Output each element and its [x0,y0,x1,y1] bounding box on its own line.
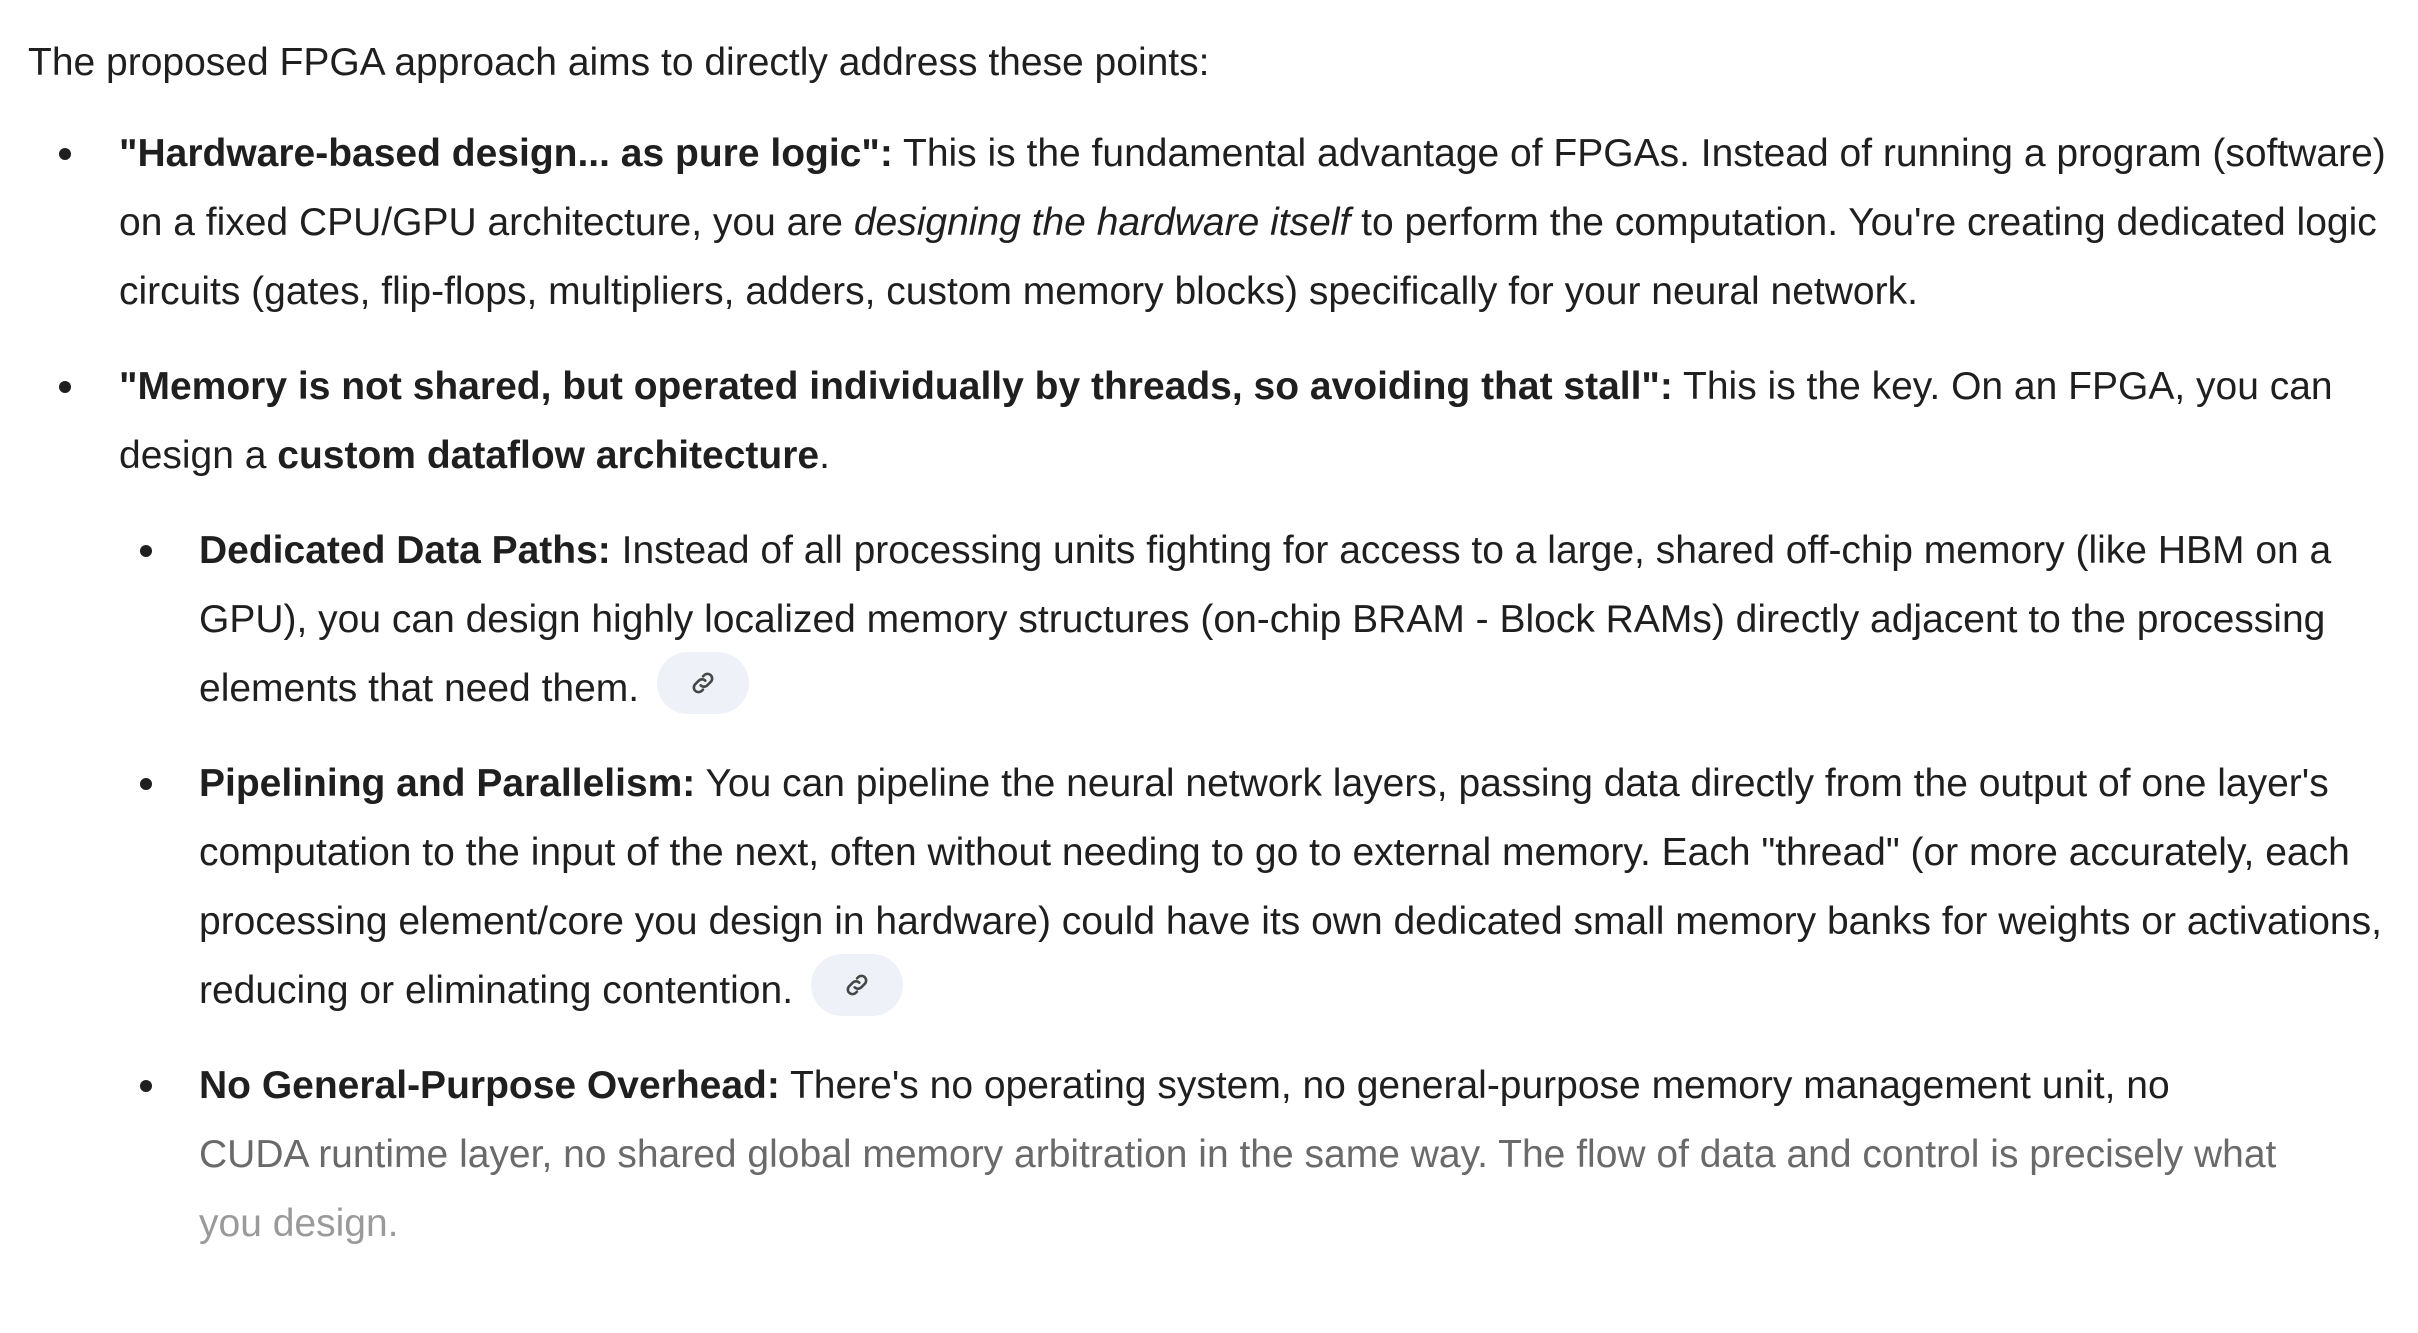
item-text: This is the key. On an FPGA, you can design a [119,365,2333,477]
link-icon [689,669,717,697]
bullet-icon [140,778,152,790]
bullet-icon [140,1080,152,1092]
bullet-icon [59,381,71,393]
sub-item-no-overhead [199,1051,2408,1258]
item-text: This is the fundamental advantage of FPGAs. Instead of running a program (software) on a fixed CPU/GPU architecture, you are [119,132,2386,244]
list-item-hardware-design [119,119,2408,326]
sub-item-pipelining-parallelism [199,749,2408,1025]
sub-item-text: You can pipeline the neural network layers, passing data directly from the output of one layer's computation to the input of the next, often without needing to go to external memory. Each "thread" (or more accurately, each processing element/core you design in hardware) could have its own dedicated small memory banks for weights or activations, reducing or eliminating contention. [199,762,2382,1012]
sub-item-text: you design. [199,1202,399,1245]
main-bullet-list [119,119,2408,1258]
item-title: "Hardware-based design... as pure logic": [119,132,893,175]
sub-bullet-list [199,516,2408,1258]
item-strong: custom dataflow architecture [277,434,820,477]
bullet-icon [59,148,71,160]
sub-item-text: CUDA runtime layer, no shared global memory arbitration in the same way. The flow of data and control is precisely what [199,1133,2277,1176]
intro-paragraph: The proposed FPGA approach aims to directly address these points: [28,41,1210,84]
item-text: . [819,434,830,477]
item-title: "Memory is not shared, but operated individually by threads, so avoiding that stall": [119,365,1673,408]
sub-item-dedicated-data-paths [199,516,2408,723]
bullet-icon [140,545,152,557]
response-content [28,28,2408,1284]
list-item-memory-not-shared [119,352,2408,1258]
link-icon [843,971,871,999]
item-emphasis: designing the hardware itself [853,201,1351,244]
sub-item-text: There's no operating system, no general-purpose memory management unit, no [779,1064,2170,1107]
sub-item-text: Instead of all processing units fighting for access to a large, shared off-chip memory (like HBM on a GPU), you can design highly localized memory structures (on-chip BRAM - Block RAMs) directly adjacent to the processing elements that need them. [199,529,2332,710]
item-text: to perform the computation. You're creating dedicated logic circuits (gates, flip-flops, multipliers, adders, custom memory blocks) specifically for your neural network. [119,201,2377,313]
sub-item-title: No General-Purpose Overhead: [199,1064,780,1107]
sub-item-title: Pipelining and Parallelism: [199,762,696,805]
sub-item-title: Dedicated Data Paths: [199,529,611,572]
source-link-button[interactable] [657,652,749,714]
source-link-button[interactable] [811,954,903,1016]
